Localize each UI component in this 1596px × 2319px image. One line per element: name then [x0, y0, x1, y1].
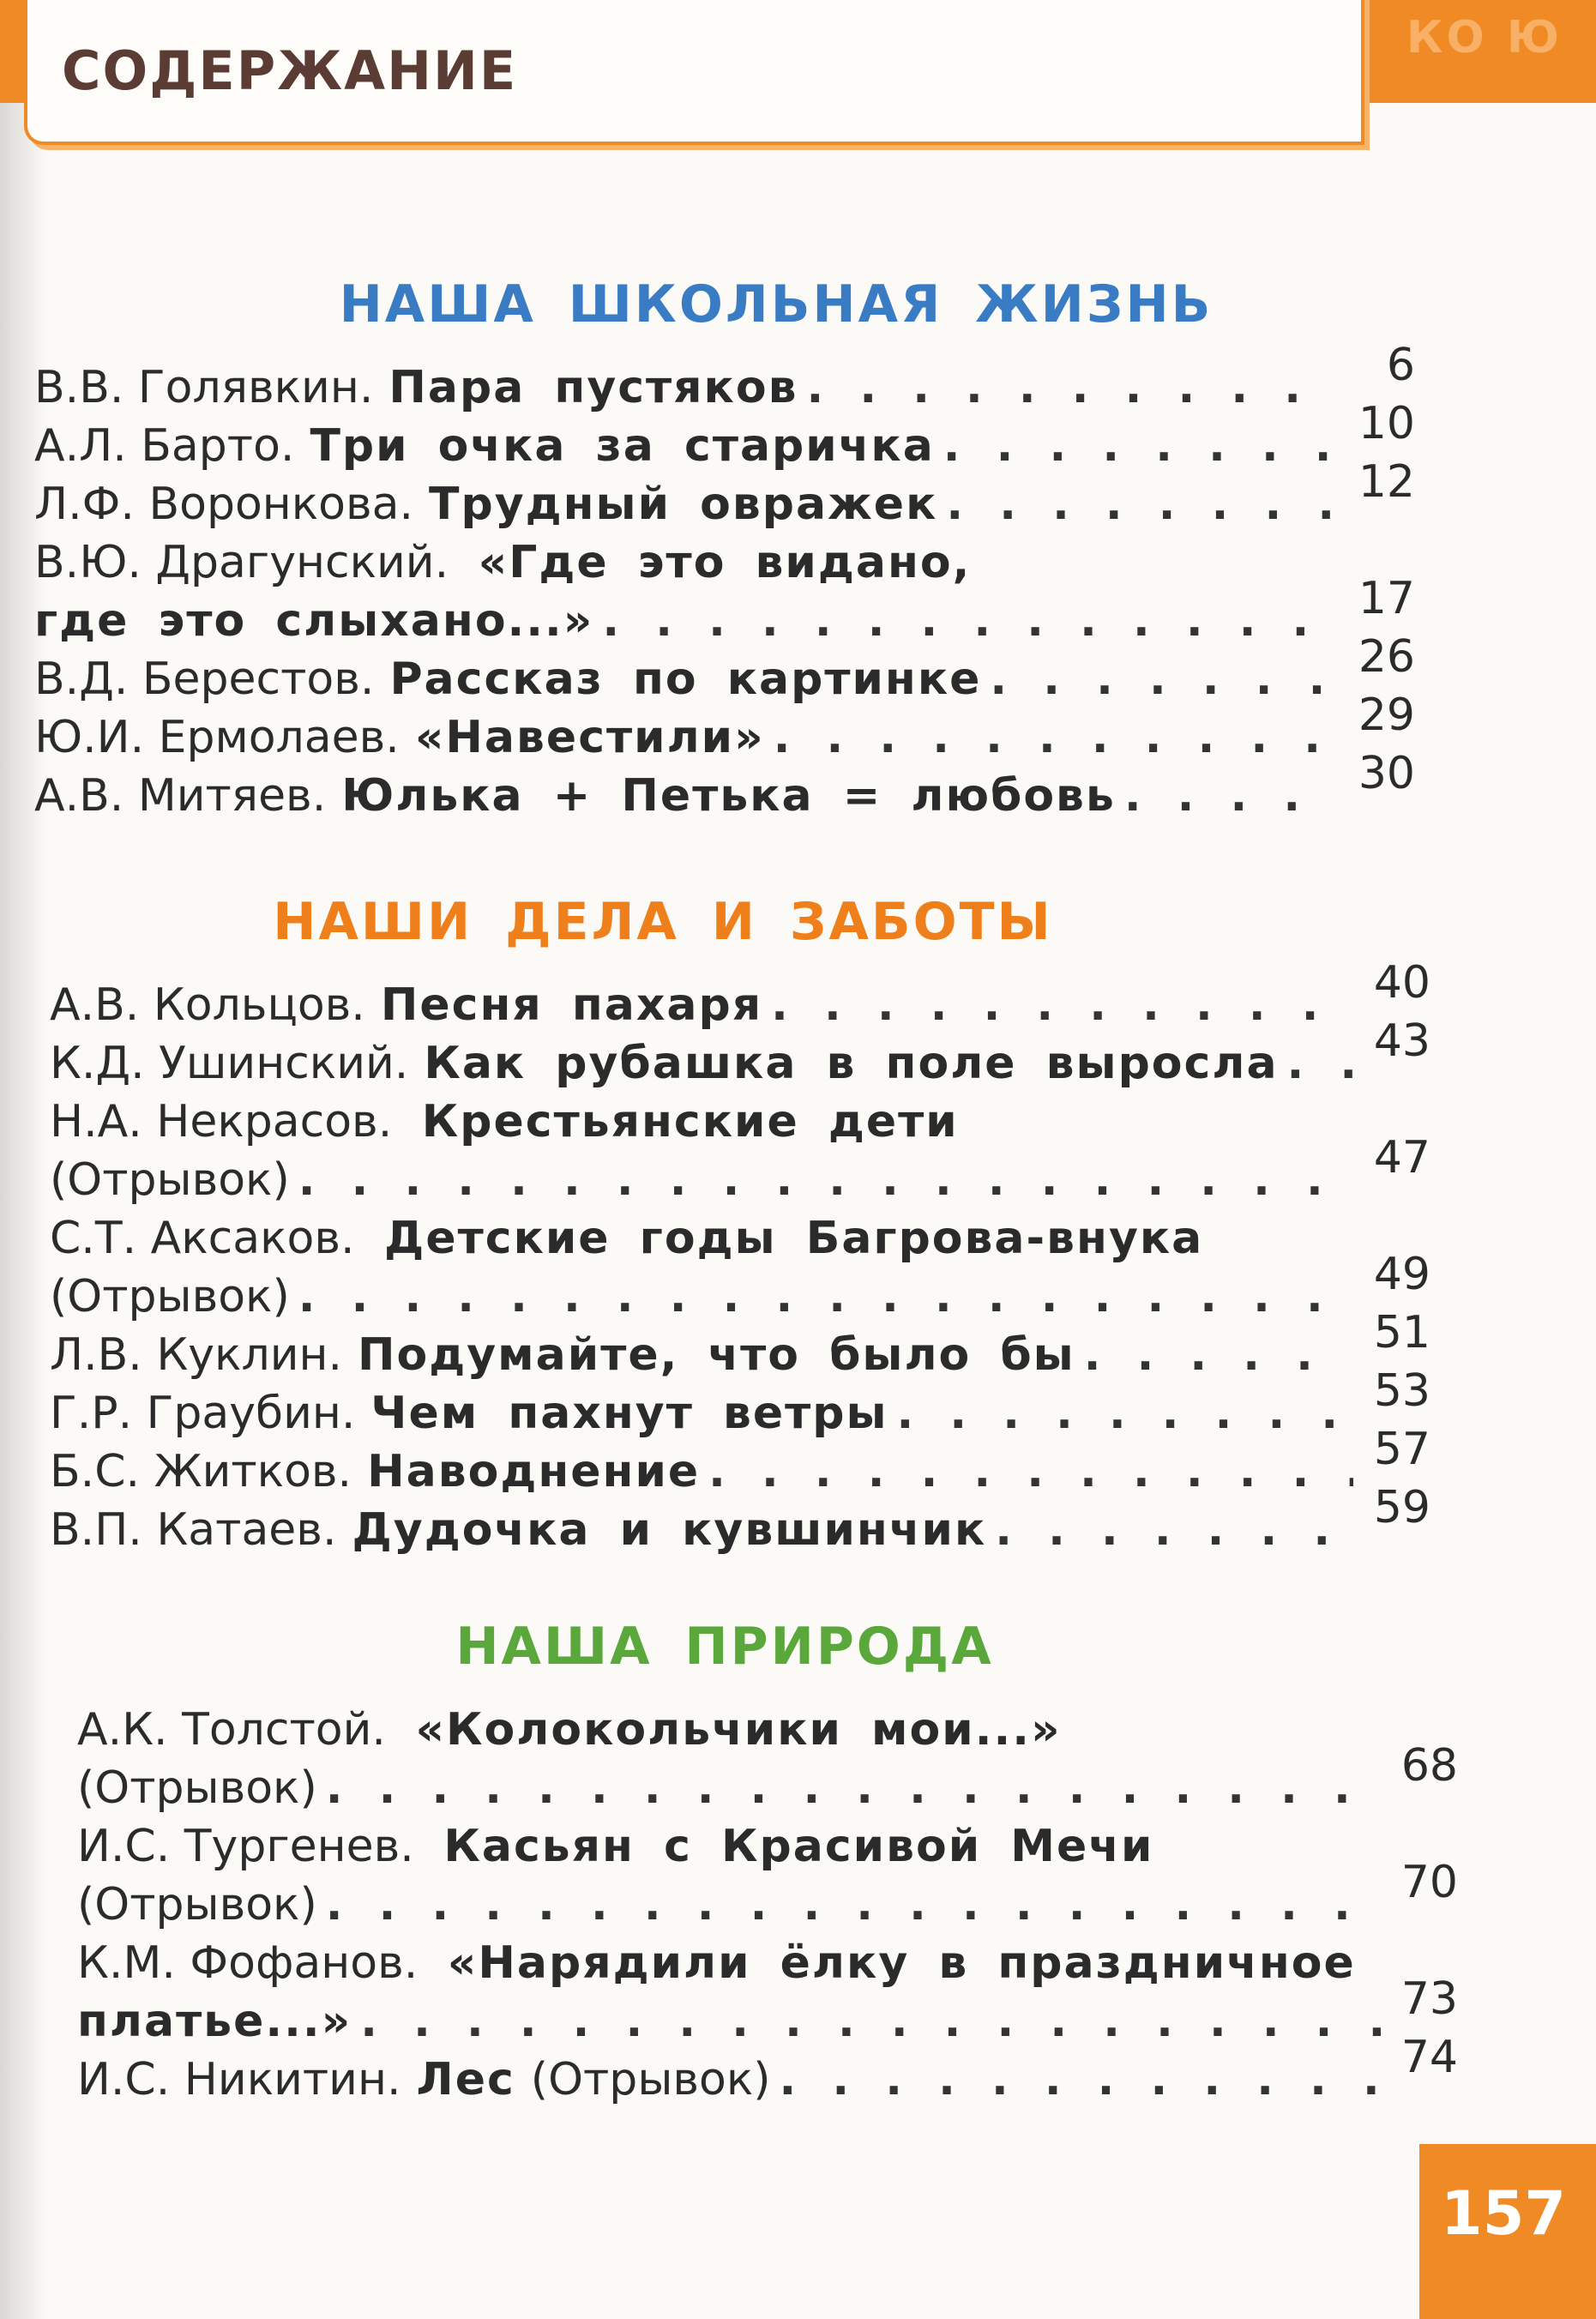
toc-entry[interactable]	[34, 398, 1415, 475]
toc-entry[interactable]	[34, 340, 1415, 417]
toc-entry[interactable]	[50, 1482, 1430, 1559]
entry-page: 30	[1358, 748, 1415, 799]
toc-entry[interactable]	[77, 1701, 1458, 1817]
leader-dots	[1287, 1034, 1353, 1093]
entry-author: Ю.И. Ермолаев.	[34, 712, 400, 763]
leader-dots	[943, 417, 1338, 475]
entry-page: 40	[1373, 957, 1430, 1009]
leader-dots	[995, 1501, 1353, 1559]
entry-title-continued: платье...»	[77, 1996, 352, 2047]
toc-entry[interactable]	[34, 748, 1415, 825]
entry-page: 51	[1373, 1307, 1430, 1358]
entry-author: В.Ю. Драгунский.	[34, 537, 449, 588]
entry-author: А.В. Кольцов.	[50, 979, 365, 1031]
entry-note: (Отрывок)	[530, 2054, 771, 2105]
leader-dots	[897, 1384, 1353, 1443]
entry-author: Н.А. Некрасов.	[50, 1096, 393, 1147]
toc-entry[interactable]	[50, 1307, 1430, 1384]
entry-title: Трудный овражек	[429, 479, 938, 530]
entry-title: Чем пахнут ветры	[370, 1388, 888, 1439]
page-title: СОДЕРЖАНИЕ	[62, 39, 518, 102]
toc-entry[interactable]	[34, 631, 1415, 708]
leader-dots	[326, 1876, 1381, 1934]
entry-page: 74	[1400, 2032, 1458, 2083]
page-number: 157	[1441, 2178, 1567, 2249]
toc-entry[interactable]	[50, 1015, 1430, 1093]
leader-dots	[780, 2051, 1381, 2109]
entry-author: К.М. Фофанов.	[77, 1937, 419, 1989]
entry-author: А.К. Толстой.	[77, 1704, 386, 1756]
entry-note: (Отрывок)	[50, 1154, 290, 1206]
entry-page: 57	[1373, 1424, 1430, 1475]
entry-page: 70	[1400, 1857, 1458, 1908]
entry-author: Л.В. Куклин.	[50, 1329, 343, 1381]
entry-title: Наводнение	[367, 1446, 701, 1497]
entry-author: И.С. Никитин.	[77, 2054, 401, 2105]
entry-title: Подумайте, что было бы	[358, 1329, 1075, 1381]
entry-author: К.Д. Ушинский.	[50, 1038, 409, 1089]
entry-title-continued: где это слыхано...»	[34, 595, 594, 647]
entry-page: 6	[1386, 340, 1415, 391]
toc-entry[interactable]	[50, 1365, 1430, 1443]
entry-title: Касьян с Красивой Мечи	[443, 1821, 1154, 1872]
header-corner-text: КО Ю	[1406, 12, 1563, 63]
entry-title: Юлька + Петька = любовь	[341, 770, 1116, 822]
leader-dots	[806, 358, 1338, 417]
entry-page: 59	[1373, 1482, 1430, 1533]
entry-author: Л.Ф. Воронкова.	[34, 479, 414, 530]
entry-title: Песня пахаря	[380, 979, 763, 1031]
entry-page: 68	[1400, 1740, 1458, 1792]
leader-dots	[1124, 767, 1338, 825]
entry-page: 73	[1400, 1973, 1458, 2025]
entry-title: «Нарядили ёлку в праздничное	[447, 1937, 1356, 1989]
section-our-nature	[77, 1617, 1492, 2109]
entry-page: 26	[1358, 631, 1415, 683]
entry-author: А.Л. Барто.	[34, 420, 295, 472]
entry-page: 43	[1373, 1015, 1430, 1067]
entry-title: «Где это видано,	[478, 537, 972, 588]
leader-dots	[326, 1759, 1381, 1817]
entry-note: (Отрывок)	[77, 1762, 317, 1814]
entry-page: 10	[1358, 398, 1415, 449]
leader-dots	[298, 1151, 1353, 1209]
entry-author: А.В. Митяев.	[34, 770, 327, 822]
entry-title: Дудочка и кувшинчик	[352, 1504, 987, 1556]
entry-author: В.П. Катаев.	[50, 1504, 337, 1556]
toc-entry[interactable]	[34, 690, 1415, 767]
entry-title: Три очка за старичка	[310, 420, 935, 472]
leader-dots	[990, 650, 1338, 708]
entry-title: Крестьянские дети	[421, 1096, 959, 1147]
entry-title: Как рубашка в поле выросла	[424, 1038, 1279, 1089]
toc-entry[interactable]	[34, 456, 1415, 533]
section-school-life	[34, 274, 1449, 825]
entry-author: В.В. Голявкин.	[34, 362, 374, 413]
leader-dots	[774, 708, 1338, 767]
toc-entry[interactable]	[77, 2032, 1458, 2109]
entry-title: Детские годы Багрова-внука	[384, 1213, 1204, 1264]
entry-title: Рассказ по картинке	[389, 654, 982, 705]
entry-author: С.Т. Аксаков.	[50, 1213, 355, 1264]
leader-dots	[771, 976, 1353, 1034]
entry-note: (Отрывок)	[50, 1271, 290, 1322]
toc-entry[interactable]	[77, 1817, 1458, 1934]
entry-title: Лес	[416, 2054, 515, 2105]
entry-note: (Отрывок)	[77, 1879, 317, 1930]
leader-dots	[946, 475, 1338, 533]
leader-dots	[1084, 1326, 1353, 1384]
toc-entry[interactable]	[50, 1424, 1430, 1501]
entry-page: 53	[1373, 1365, 1430, 1417]
toc-entry[interactable]	[34, 533, 1415, 650]
entry-page: 12	[1358, 456, 1415, 508]
section-title: НАША ШКОЛЬНАЯ ЖИЗНЬ	[339, 274, 1214, 334]
section-our-affairs	[50, 892, 1465, 1559]
entry-author: Г.Р. Граубин.	[50, 1388, 356, 1439]
entry-title: Пара пустяков	[388, 362, 798, 413]
entry-title: «Навестили»	[414, 712, 765, 763]
entry-page: 47	[1373, 1132, 1430, 1184]
entry-author: И.С. Тургенев.	[77, 1821, 414, 1872]
toc-entry[interactable]	[77, 1934, 1458, 2051]
leader-dots	[708, 1443, 1353, 1501]
entry-title: «Колокольчики мои...»	[415, 1704, 1062, 1756]
entry-author: В.Д. Берестов.	[34, 654, 375, 705]
section-title: НАША ПРИРОДА	[455, 1617, 994, 1677]
entry-page: 17	[1358, 573, 1415, 624]
entry-page: 49	[1373, 1249, 1430, 1300]
leader-dots	[602, 592, 1338, 650]
toc-entry[interactable]	[50, 957, 1430, 1034]
entry-page: 29	[1358, 690, 1415, 741]
leader-dots	[360, 1992, 1381, 2051]
entry-author: Б.С. Житков.	[50, 1446, 352, 1497]
toc-entry[interactable]	[50, 1209, 1430, 1326]
leader-dots	[298, 1268, 1353, 1326]
section-title: НАШИ ДЕЛА И ЗАБОТЫ	[273, 892, 1053, 952]
toc-entry[interactable]	[50, 1093, 1430, 1209]
